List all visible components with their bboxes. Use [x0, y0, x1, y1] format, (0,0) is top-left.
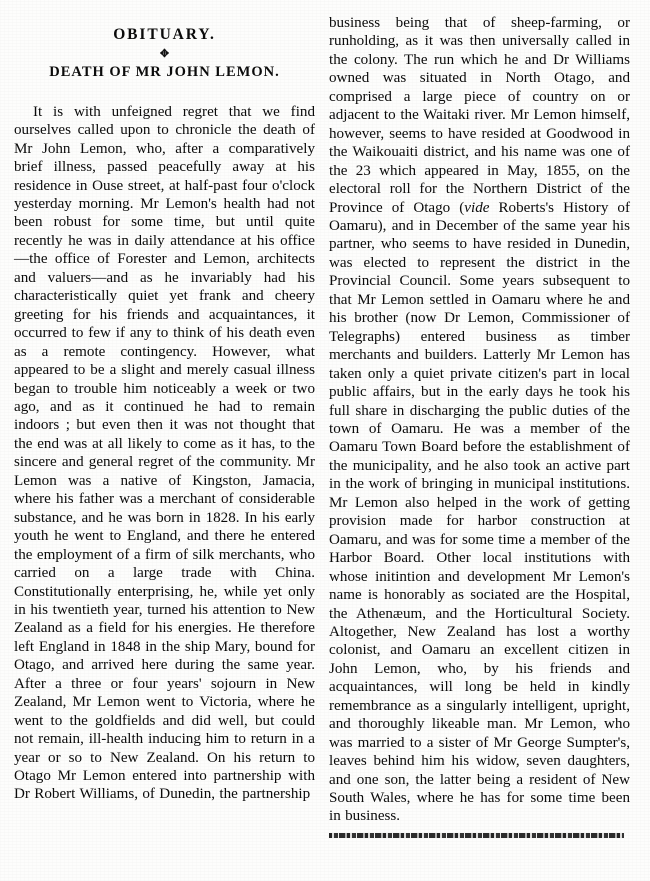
- column-right-body: [329, 0, 630, 838]
- ornament-dinkus-icon: ✥: [159, 48, 170, 61]
- column-left-body: [14, 81, 315, 804]
- column-right: [315, 0, 650, 881]
- paragraph: It is with unfeigned regret that we find ourselves called upon to chronicle the death of Mr John Lemon, who, after a comparatively brief illness, passed peacefully away at his residence in Ouse street, at half-past four o'clock yesterday morning. Mr Lemon's health had not been robust for some time, but until quite recently he was in daily attendance at his office—the office of Forester and Lemon, architects and valuers—and as he invariably had his characteristically quiet yet frank and cheery greeting for his friends and acquaintances, it occurred to few if any to think of his death even as a remote contingency. However, what appeared to be a slight and merely casual illness began to trouble him noticeably a week or two ago, and as it continued he had to remain indoors ; but even then it was not thought that the end was at all likely to come as it has, to the sincere and general regret of the community. Mr Lemon was a native of Kingston, Jamacia, where his father was a merchant of considerable substance, and he was born in 1828. In his early youth he went to England, and there he entered the employment of a firm of silk merchants, who carried on a large trade with China. Constitutionally enterprising, he, while yet only in his twentieth year, turned his attention to New Zealand as a field for his energies. He therefore left England in 1848 in the ship Mary, bound for Otago, and arrived here during the same year. After a three or four years' sojourn in New Zealand, Mr Lemon went to Victoria, where he went to the goldfields and did well, but could not remain, ill-health inducing him to return in a year or so to New Zealand. On his return to Otago Mr Lemon entered into partnership with Dr Robert Williams, of Dunedin, the partnership: [14, 103, 315, 803]
- paragraph-text-after-citation: Roberts's History of Oamaru), and in December of the same year his partner, who seems to have resided in Dunedin, was elected to represent the district in the Provincial Council. Some years subsequent to that Mr Lemon settled in Oamaru where he and his brother (now Dr Lemon, Commissioner of Telegraphs) entered business as timber merchants and builders. Latterly Mr Lemon has taken only a quiet private citizen's part in local public affairs, but in the early days he took his full share in discharging the public duties of the town of Oamaru. He was a member of the Oamaru Town Board before the establishment of the municipality, and he also took an active part in the work of bringing in municipal institutions. Mr Lemon also helped in the work of getting provision made for harbor construction at Oamaru, and was for some time a member of the Harbor Board. Other local institutions with whose initintion and development Mr Lemon's name is honorably as sociated are the Hospital, the Athenæum, and the Horticultural Society. Altogether, New Zealand has lost a worthy colonist, and Oamaru an excellent citizen in John Lemon, who, by his friends and acquaintances, will long be held in kindly remembrance as a singularly intelligent, upright, and thoroughly likeable man. Mr Lemon, who was married to a sister of Mr George Sumpter's, leaves behind him his widow, seven daughters, and one son, the latter being a resident of New South Wales, where he has for some time been in business.: [329, 199, 630, 825]
- column-left: [0, 0, 315, 881]
- section-divider-rule: [329, 833, 624, 838]
- citation-reference: vide: [464, 199, 490, 216]
- paragraph: [329, 14, 630, 826]
- page-title: OBITUARY.: [113, 26, 216, 43]
- paragraph-text-before-citation: business being that of sheep-farming, or runholding, as it was then universally called in the colony. The run which he and Dr Williams owned was situated in North Otago, and comprised a large piece of country on or adjacent to the Waitaki river. Mr Lemon himself, however, seems to have resided at Goodwood in the Waikouaiti district, and his name was one of the 23 which appeared in May, 1855, on the electoral roll for the Northern District of the Province of Otago (: [329, 15, 630, 216]
- subheadline: DEATH OF MR JOHN LEMON.: [49, 64, 280, 81]
- headline-block: [14, 0, 315, 81]
